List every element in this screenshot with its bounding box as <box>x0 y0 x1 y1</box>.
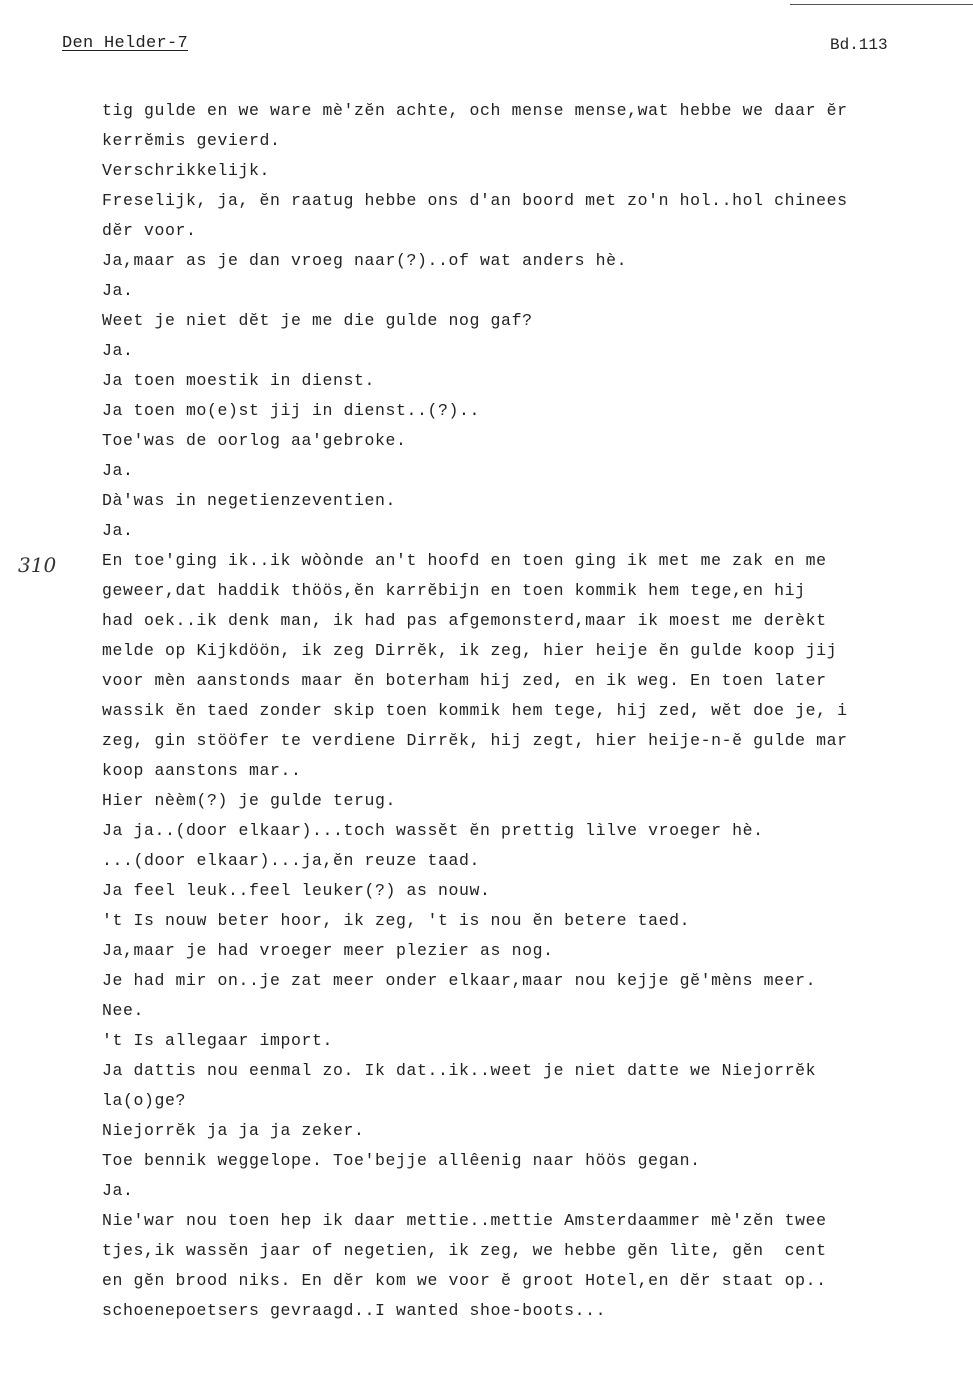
transcript-line: wassik ĕn taed zonder skip toen kommik hem tege, hij zed, wĕt doe je, i <box>102 701 848 720</box>
transcript-line: Ja,maar je had vroeger meer plezier as nog. <box>102 941 554 960</box>
transcript-line: la(o)ge? <box>102 1091 187 1110</box>
transcript-line: en gĕn brood niks. En dĕr kom we voor ĕ groot Hotel,en dĕr staat op.. <box>102 1271 827 1290</box>
transcript-line: Ja toen moestik in dienst. <box>102 371 376 390</box>
transcript-line: schoenepoetsers gevraagd..I wanted shoe-boots... <box>102 1301 607 1320</box>
transcript-line: Hier nèèm(?) je gulde terug. <box>102 791 397 810</box>
transcript-line: kerrĕmis gevierd. <box>102 131 281 150</box>
transcript-line: Ja. <box>102 521 134 540</box>
transcript-line: koop aanstons mar.. <box>102 761 302 780</box>
transcript-line: Ja. <box>102 461 134 480</box>
transcript-line: zeg, gin stööfer te verdiene Dirrĕk, hij zegt, hier heije-n-ĕ gulde mar <box>102 731 848 750</box>
transcript-line: Verschrikkelijk. <box>102 161 271 180</box>
transcript-line: ...(door elkaar)...ja,ĕn reuze taad. <box>102 851 481 870</box>
transcript-line: Je had mir on..je zat meer onder elkaar,maar nou kejje gĕ'mèns meer. <box>102 971 817 990</box>
transcript-line: voor mèn aanstonds maar ĕn boterham hij zed, en ik weg. En toen later <box>102 671 827 690</box>
transcript-line: 't Is nouw beter hoor, ik zeg, 't is nou ĕn betere taed. <box>102 911 691 930</box>
transcript-line: Nie'war nou toen hep ik daar mettie..mettie Amsterdaammer mè'zĕn twee <box>102 1211 827 1230</box>
transcript-line: Toe bennik weggelope. Toe'bejje allêenig naar höös gegan. <box>102 1151 701 1170</box>
margin-annotation: 310 <box>18 553 57 577</box>
transcript-line: 't Is allegaar import. <box>102 1031 334 1050</box>
transcript-line: Freselijk, ja, ĕn raatug hebbe ons d'an boord met zo'n hol..hol chinees <box>102 191 848 210</box>
transcript-line: Ja dattis nou eenmal zo. Ik dat..ik..weet je niet datte we Niejorrĕk <box>102 1061 817 1080</box>
transcript-line: Ja feel leuk..feel leuker(?) as nouw. <box>102 881 491 900</box>
transcript-line: Dà'was in negetienzeventien. <box>102 491 397 510</box>
top-rule <box>790 4 973 5</box>
transcript-line: Ja toen mo(e)st jij in dienst..(?).. <box>102 401 481 420</box>
transcript-body <box>102 96 973 1326</box>
transcript-line: melde op Kijkdöön, ik zeg Dirrĕk, ik zeg, hier heije ĕn gulde koop jij <box>102 641 838 660</box>
transcript-line: had oek..ik denk man, ik had pas afgemonsterd,maar ik moest me derèkt <box>102 611 827 630</box>
transcript-line: geweer,dat haddik thöös,ĕn karrĕbijn en toen kommik hem tege,en hij <box>102 581 806 600</box>
page-reference: Bd.113 <box>830 36 888 54</box>
transcript-line: Nee. <box>102 1001 145 1020</box>
transcript-line: Toe'was de oorlog aa'gebroke. <box>102 431 407 450</box>
transcript-line: Niejorrĕk ja ja ja zeker. <box>102 1121 365 1140</box>
page-title: Den Helder-7 <box>62 34 189 53</box>
transcript-line: Weet je niet dĕt je me die gulde nog gaf? <box>102 311 533 330</box>
transcript-line: En toe'ging ik..ik wòònde an't hoofd en toen ging ik met me zak en me <box>102 551 827 570</box>
transcript-line: tig gulde en we ware mè'zĕn achte, och mense mense,wat hebbe we daar ĕr <box>102 101 848 120</box>
transcript-line: Ja,maar as je dan vroeg naar(?)..of wat anders hè. <box>102 251 628 270</box>
transcript-line: Ja ja..(door elkaar)...toch wassĕt ĕn prettig lìlve vroeger hè. <box>102 821 764 840</box>
transcript-line: Ja. <box>102 1181 134 1200</box>
transcript-line: dĕr voor. <box>102 221 197 240</box>
transcript-line: Ja. <box>102 281 134 300</box>
transcript-line: Ja. <box>102 341 134 360</box>
transcript-line: tjes,ik wassĕn jaar of negetien, ik zeg, we hebbe gĕn lìte, gĕn cent <box>102 1241 827 1260</box>
